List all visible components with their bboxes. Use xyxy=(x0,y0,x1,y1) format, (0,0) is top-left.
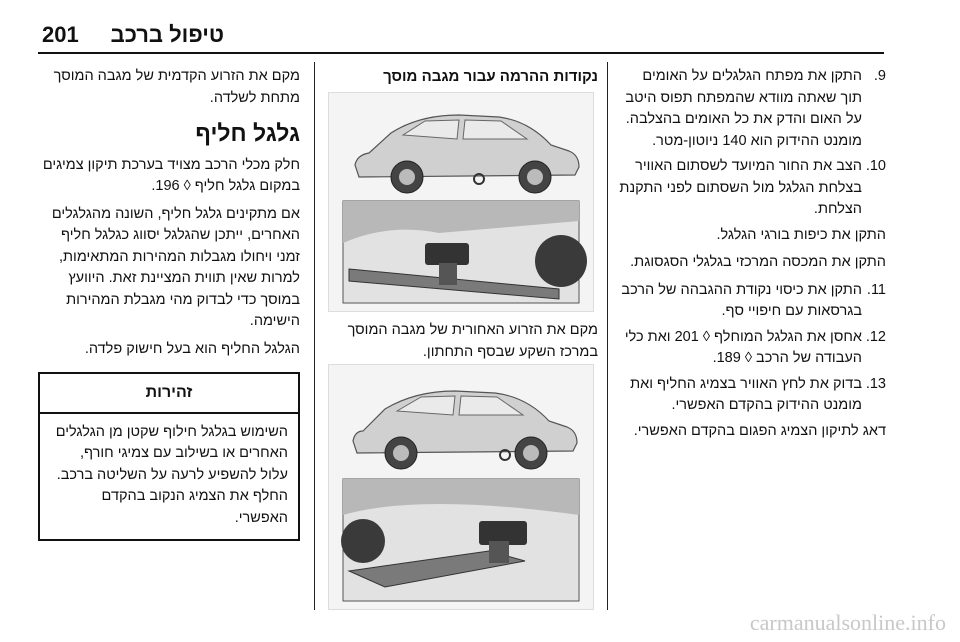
figure-caption: מקם את הזרוע האחורית של מגבה המוסך במרכז השקע שבסף התחתון. xyxy=(347,322,598,360)
column-divider xyxy=(607,62,608,610)
body-paragraph: אם מתקינים גלגל חליף, השונה מהגלגלים האחרים, ייתכן שהגלגל יסווג כגלגל חליף זמני ויחולו מגבלות המהירות המתאימות, למרות שאין תווית המציינת זאת. היוועץ במוסך כדי לבדוק מהי מגבלת המהירות הישימה. xyxy=(51,205,300,329)
step-item xyxy=(618,374,886,417)
caution-text: השימוש בגלגל חילוף שקטן מן הגלגלים האחרים או בשילוב עם צמיגי חורף, עלול להשפיע לרעה על השליטה ברכב. החלף את הצמיג הנקוב בהקדם האפשרי. xyxy=(55,423,288,526)
closing-paragraph: דאג לתיקון הצמיג הפגום בהקדם האפשרי. xyxy=(633,422,886,439)
step-sub-paragraph: התקן את כיפות בורגי הגלגל. xyxy=(716,226,886,243)
car-jack-front-illustration xyxy=(329,93,593,311)
step-number: 11. xyxy=(866,281,886,298)
body-paragraph: חלק מכלי הרכב מצויד בערכת תיקון צמיגים במקום גלגל חליף ◊ 196. xyxy=(42,156,300,194)
figure-heading: נקודות ההרמה עבור מגבה מוסך xyxy=(383,68,598,85)
step-number: 13. xyxy=(865,375,886,392)
step-text: בדוק את לחץ האוויר בצמיג החליף ואת מומנט ההידוק בהקדם האפשרי. xyxy=(630,375,862,413)
caution-box xyxy=(38,372,300,541)
lift-point-figure-rear xyxy=(328,364,594,610)
caution-title: זהירות xyxy=(40,374,298,414)
page-number: 201 xyxy=(42,22,79,47)
running-title: טיפול ברכב xyxy=(110,22,224,47)
step-text: הצב את החור המיועד לשסתום האוויר בצלחת הגלגל מול השסתום לפני התקנת הצלחת. xyxy=(619,158,862,217)
step-text: אחסן את הגלגל המוחלף ◊ 201 ואת כלי העבודה של הרכב ◊ 189. xyxy=(624,328,862,366)
step-number: 9. xyxy=(873,68,886,84)
step-number: 10. xyxy=(865,158,886,174)
intro-paragraph: מקם את הזרוע הקדמית של מגבה המוסך מתחת לשלדה. xyxy=(53,68,300,106)
right-column xyxy=(618,66,886,448)
step-text: התקן את כיסוי נקודת ההגבהה של הרכב בגרסאות עם חיפויי סף. xyxy=(621,281,862,319)
column-divider xyxy=(314,62,315,610)
section-title: גלגל חליף xyxy=(195,120,300,146)
header-rule xyxy=(38,52,884,54)
middle-column xyxy=(322,66,598,88)
page-header xyxy=(0,0,960,54)
step-item xyxy=(618,280,886,323)
watermark: carmanualsonline.info xyxy=(749,610,946,635)
left-column xyxy=(38,66,300,541)
step-item xyxy=(618,327,886,370)
step-item xyxy=(618,156,886,221)
step-sub-paragraph: התקן את המכסה המרכזי בגלגלי הסגסוגת. xyxy=(630,254,886,270)
step-item xyxy=(618,66,886,152)
lift-point-figure-front xyxy=(328,92,594,312)
step-text: התקן את מפתח הגלגלים על האומים תוך שאתה מוודא שהמפתח תפוס היטב על האום והדק את כל האומים בהצלבה. מומנט ההידוק הוא 140 ניוטון-מטר. xyxy=(625,68,862,149)
step-number: 12. xyxy=(865,328,886,345)
body-paragraph: הגלגל החליף הוא בעל חישוק פלדה. xyxy=(84,340,300,357)
car-jack-rear-illustration xyxy=(329,365,593,609)
